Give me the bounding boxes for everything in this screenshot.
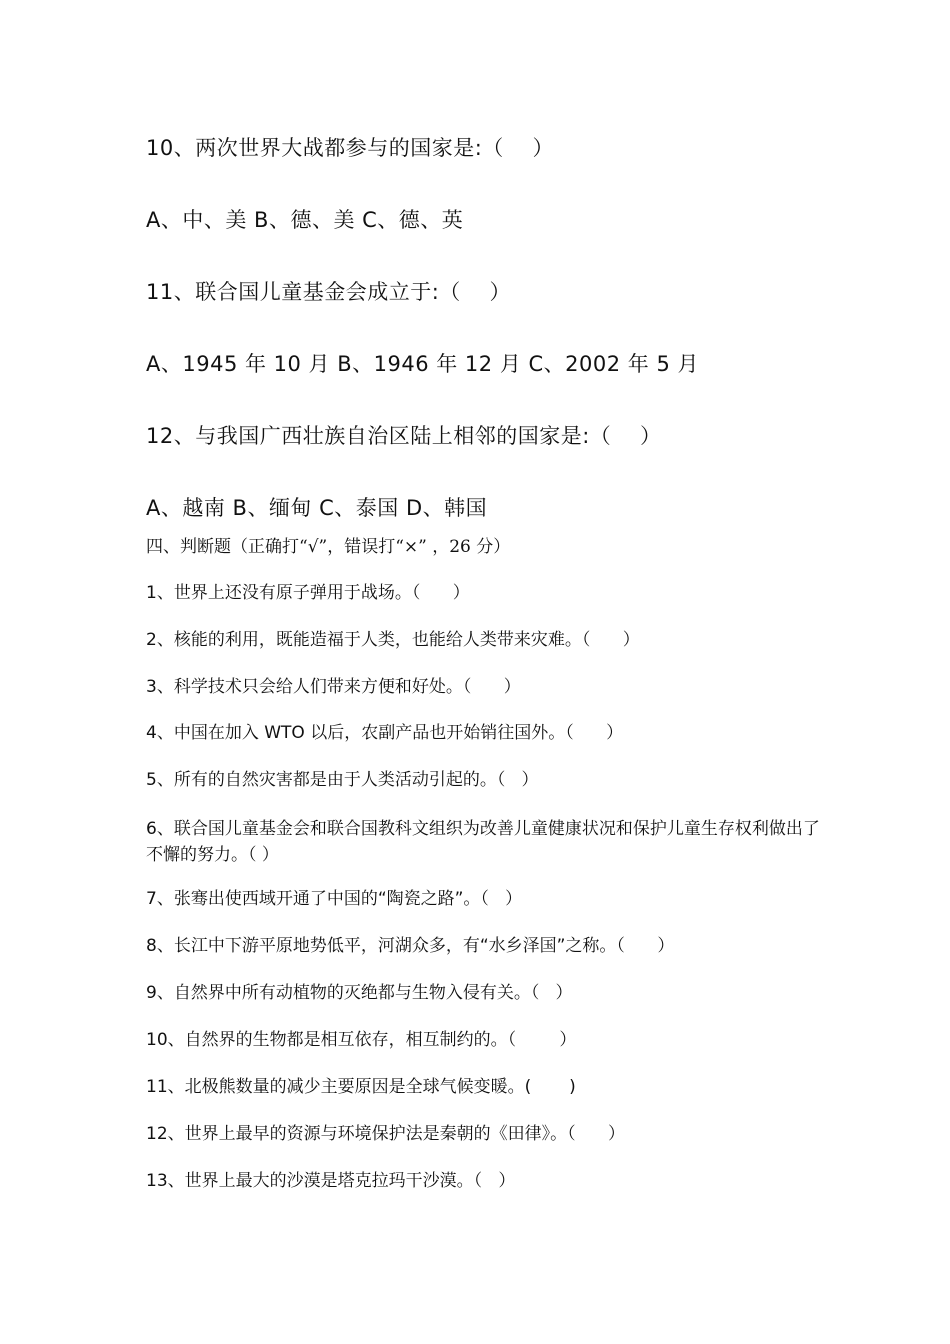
judgment-item: 4、中国在加入 WTO 以后，农副产品也开始销往国外。（ ） — [146, 723, 624, 743]
judgment-item: 1、世界上还没有原子弹用于战场。（ ） — [146, 583, 470, 603]
judgment-item: 3、科学技术只会给人们带来方便和好处。（ ） — [146, 677, 521, 697]
question-12: 12、与我国广西壮族自治区陆上相邻的国家是:（ ） — [146, 424, 662, 448]
judgment-item: 12、世界上最早的资源与环境保护法是秦朝的《田律》。（ ） — [146, 1124, 626, 1144]
judgment-item: 2、核能的利用，既能造福于人类，也能给人类带来灾难。（ ） — [146, 630, 640, 650]
section-heading-judgment: 四、判断题（正确打“√”，错误打“×” ，26 分） — [146, 537, 511, 557]
judgment-item: 8、长江中下游平原地势低平，河湖众多，有“水乡泽国”之称。（ ） — [146, 936, 675, 956]
question-10-options: A、中、美 B、德、美 C、德、英 — [146, 208, 464, 232]
question-11-options: A、1945 年 10 月 B、1946 年 12 月 C、2002 年 5 月 — [146, 352, 699, 376]
question-12-options: A、越南 B、缅甸 C、泰国 D、韩国 — [146, 496, 488, 520]
question-10: 10、两次世界大战都参与的国家是:（ ） — [146, 136, 554, 160]
judgment-item: 13、世界上最大的沙漠是塔克拉玛干沙漠。（ ） — [146, 1171, 516, 1191]
judgment-item: 6、联合国儿童基金会和联合国教科文组织为改善儿童健康状况和保护儿童生存权利做出了不懈的努力。（ ） — [146, 819, 820, 865]
question-11: 11、联合国儿童基金会成立于:（ ） — [146, 280, 511, 304]
judgment-item: 11、北极熊数量的减少主要原因是全球气候变暖。( ) — [146, 1077, 576, 1097]
judgment-item: 9、自然界中所有动植物的灭绝都与生物入侵有关。（ ） — [146, 983, 573, 1003]
judgment-item: 5、所有的自然灾害都是由于人类活动引起的。（ ） — [146, 770, 539, 790]
judgment-item: 10、自然界的生物都是相互依存，相互制约的。（ ） — [146, 1030, 577, 1050]
judgment-item: 7、张骞出使西域开通了中国的“陶瓷之路”。（ ） — [146, 889, 523, 909]
